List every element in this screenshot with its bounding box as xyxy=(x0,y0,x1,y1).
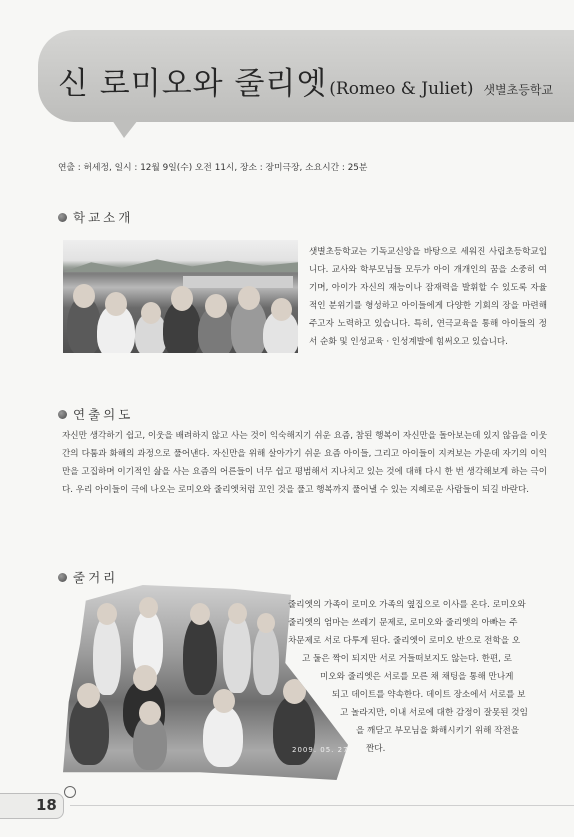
synopsis-line: 줄리엣의 가족이 로미오 가족의 옆집으로 이사를 온다. 로미오와 xyxy=(288,600,526,610)
section-title: 연출의도 xyxy=(73,407,134,422)
section-title: 줄거리 xyxy=(73,570,119,585)
section-title: 학교소개 xyxy=(73,210,134,225)
title-korean: 신 로미오와 줄리엣 xyxy=(58,66,328,102)
bullet-icon xyxy=(58,573,67,582)
page-number: 18 xyxy=(36,796,57,814)
synopsis-line: 고 둘은 짝이 되지만 서로 거들떠보지도 않는다. 한편, 로 xyxy=(302,654,512,664)
photo-date-stamp: 2009. 05. 27 xyxy=(292,746,349,754)
page-title xyxy=(58,58,553,103)
school-intro-text: 샛별초등학교는 기독교신앙을 바탕으로 세워진 사립초등학교입니다. 교사와 학부모님들 모두가 아이 개개인의 꿈을 소중히 여기며, 아이가 자신의 재능이나 잠재력을 발휘할 수 있도록 자율적인 분위기를 형성하고 아이들에게 다양한 기회의 장을 마련해 주고자 노력하고 있습니다. 특히, 연극교육을 통해 아이들의 정서 순화 및 인성교육 · 인성계발에 힘써오고 있습니다. xyxy=(309,247,547,347)
section-direction-heading xyxy=(58,405,133,423)
school-photo xyxy=(63,240,298,353)
school-name: 샛별초등학교 xyxy=(483,83,554,97)
synopsis-line: 을 깨닫고 부모님을 화해시키기 위해 작전을 xyxy=(356,726,520,736)
synopsis-line: 되고 데이트를 약속한다. 데이트 장소에서 서로를 보 xyxy=(332,690,526,700)
synopsis-line: 줄리엣의 엄마는 쓰레기 문제로, 로미오와 줄리엣의 아빠는 주 xyxy=(288,618,518,628)
title-banner-tail xyxy=(112,120,138,138)
direction-text: 자신만 생각하기 쉽고, 이웃을 배려하지 않고 사는 것이 익숙해지기 쉬운 요즘, 참된 행복이 자신만을 돌아보는데 있지 않음을 이웃 간의 다툼과 화해의 과정으로 풀어낸다. 자신만을 위해 살아가기 쉬운 요즘 아이들, 그리고 아이들이 지켜보는 가운데 자기의 이익만을 고집하며 이기적인 삶을 사는 요즘의 어른들이 너무 쉽고 평범해서 지나치고 있는 것에 대해 다시 한 번 생각해보게 하는 극이다. 우리 아이들이 극에 나오는 로미오와 줄리엣처럼 꼬인 것을 풀고 행복까지 풀어낼 수 있는 지혜로운 사람들이 되길 바란다. xyxy=(62,431,547,495)
footer-divider xyxy=(70,805,574,806)
synopsis-line: 짠다. xyxy=(366,744,386,754)
performance-credits: 연출 : 허세정, 일시 : 12월 9일(수) 오전 11시, 장소 : 장미극장, 소요시간 : 25분 xyxy=(58,163,368,173)
section-synopsis-heading xyxy=(58,568,118,586)
synopsis-line: 미오와 줄리엣은 서로를 모른 채 채팅을 통해 만나게 xyxy=(320,672,514,682)
bullet-icon xyxy=(58,410,67,419)
title-english: (Romeo & Juliet) xyxy=(329,79,474,99)
circle-ornament-icon xyxy=(64,786,76,798)
synopsis-line: 고 놀라지만, 이내 서로에 대한 감정이 잘못된 것임 xyxy=(340,708,528,718)
section-school-heading xyxy=(58,208,133,226)
synopsis-line: 차문제로 서로 다투게 된다. 줄리엣이 로미오 반으로 전학을 오 xyxy=(288,636,521,646)
bullet-icon xyxy=(58,213,67,222)
